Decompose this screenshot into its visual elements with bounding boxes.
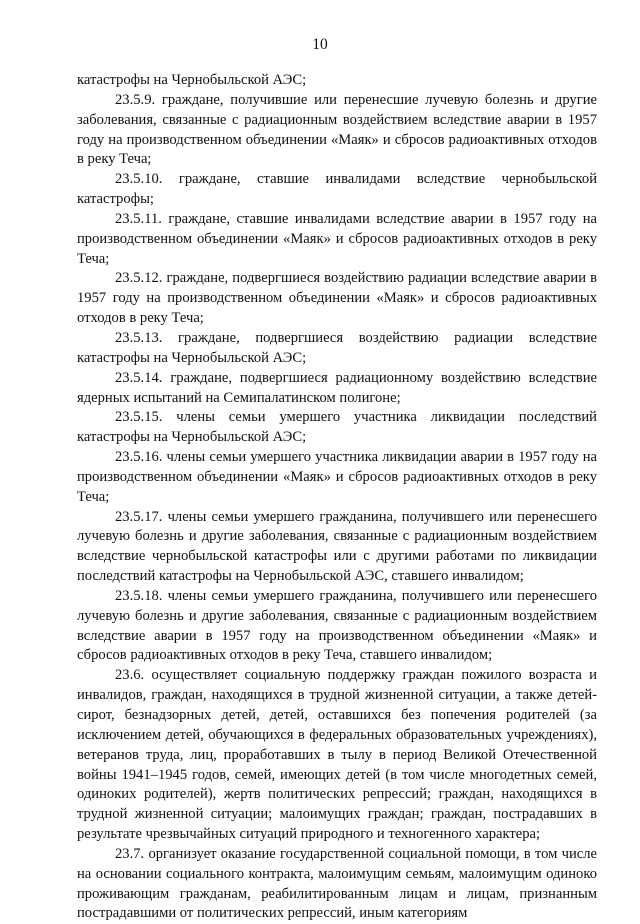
page-number: 10 [312,36,328,53]
paragraph-23-5-10: 23.5.10. граждане, ставшие инвалидами вследствие чернобыльской катастрофы; [77,171,597,208]
paragraph-23-7: 23.7. организует оказание государственной социальной помощи, в том числе на основании социального контракта, малоимущим семьям, малоимущим одиноко проживающим гражданам, реабилитированным лицам и лицам, признанным пострадавшими от политических репрессий, иным категориям [77,845,597,922]
paragraph-23-5-17: 23.5.17. члены семьи умершего гражданина, получившего или перенесшего лучевую болезнь и другие заболевания, связанные с радиационным воздействием вследствие чернобыльской катастрофы или с другими работами по ликвидации последствий катастрофы на Чернобыльской АЭС, ставшего инвалидом; [77,508,597,585]
paragraph-23-5-18: 23.5.18. члены семьи умершего гражданина, получившего или перенесшего лучевую болезнь и другие заболевания, связанные с радиационным воздействием вследствие аварии в 1957 году на производственном объединении «Маяк» и сбросов радиоактивных отходов в реку Теча, ставшего инвалидом; [77,587,597,664]
paragraph-23-5-14: 23.5.14. граждане, подвергшиеся радиационному воздействию вследствие ядерных испытаний на Семипалатинском полигоне; [77,369,597,406]
paragraph-23-5-13: 23.5.13. граждане, подвергшиеся воздействию радиации вследствие катастрофы на Чернобыльской АЭС; [77,329,597,366]
paragraph-23-5-9: 23.5.9. граждане, получившие или перенесшие лучевую болезнь и другие заболевания, связанные с радиационным воздействием вследствие аварии в 1957 году на производственном объединении «Маяк» и сбросов радиоактивных отходов в реку Теча; [77,91,597,168]
paragraph-continuation: катастрофы на Чернобыльской АЭС; [77,72,307,88]
paragraph-23-5-12: 23.5.12. граждане, подвергшиеся воздействию радиации вследствие аварии в 1957 году на производственном объединении «Маяк» и сбросов радиоактивных отходов в реку Теча; [77,270,597,327]
paragraph-23-5-15: 23.5.15. члены семьи умершего участника ликвидации последствий катастрофы на Чернобыльской АЭС; [77,409,597,446]
document-body [77,71,597,924]
paragraph-23-6: 23.6. осуществляет социальную поддержку граждан пожилого возраста и инвалидов, граждан, находящихся в трудной жизненной ситуации, а также детей-сирот, безнадзорных детей, детей, оставшихся без попечения родителей (за исключением детей, обучающихся в федеральных образовательных учреждениях), ветеранов труда, лиц, проработавших в тылу в период Великой Отечественной войны 1941–1945 годов, семей, имеющих детей (в том числе многодетных семей, одиноких родителей), жертв политических репрессий; граждан, находящихся в трудной жизненной ситуации; малоимущих граждан; граждан, пострадавших в результате чрезвычайных ситуаций природного и техногенного характера; [77,667,597,843]
paragraph-23-5-16: 23.5.16. члены семьи умершего участника ликвидации аварии в 1957 году на производственном объединении «Маяк» и сбросов радиоактивных отходов в реку Теча; [77,449,597,505]
paragraph-23-5-11: 23.5.11. граждане, ставшие инвалидами вследствие аварии в 1957 году на производственном объединении «Маяк» и сбросов радиоактивных отходов в реку Теча; [77,210,597,267]
